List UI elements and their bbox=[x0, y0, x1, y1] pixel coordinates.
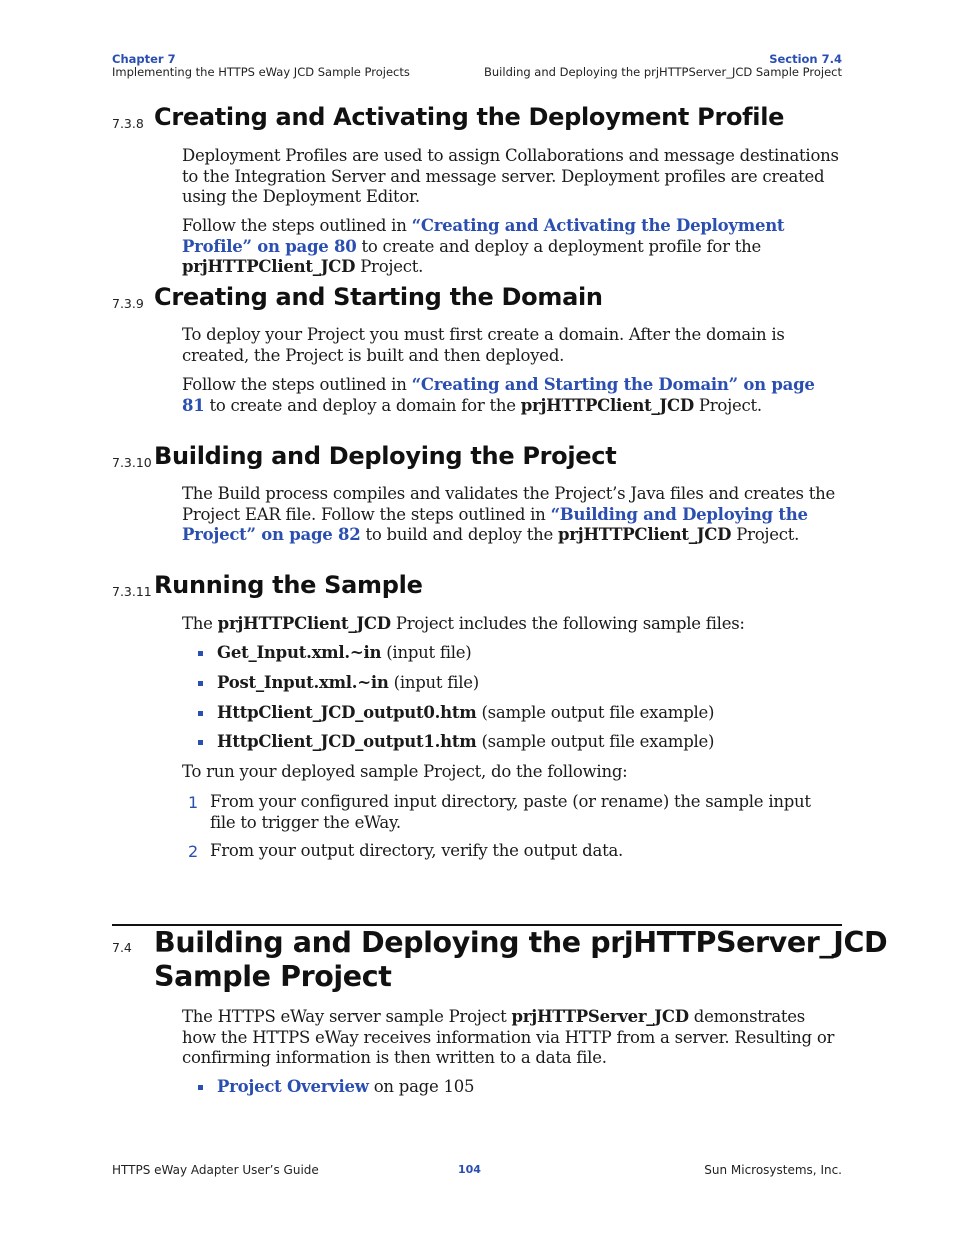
section-number: 7.3.10 bbox=[112, 455, 152, 470]
project-overview-link[interactable]: Project Overview bbox=[217, 1077, 369, 1096]
paragraph: Deployment Profiles are used to assign Collaborations and message destinations to the Integration Server and message server. Deployment profiles are created using the Deployment Editor. bbox=[182, 146, 839, 206]
text: on page 105 bbox=[368, 1077, 475, 1096]
project-name: prjHTTPClient_JCD bbox=[520, 395, 694, 415]
paragraph bbox=[182, 1007, 842, 1069]
text: demonstrates how the HTTPS eWay receives information via HTTP from a server. Resulting or confirming information is then written to a data file. bbox=[182, 1007, 835, 1067]
section-number: 7.3.8 bbox=[112, 116, 144, 131]
project-name: prjHTTPClient_JCD bbox=[558, 525, 732, 544]
paragraph bbox=[182, 216, 842, 278]
paragraph: To deploy your Project you must first create a domain. After the domain is created, the Project is built and then deployed. bbox=[182, 325, 785, 365]
bullet-square-icon bbox=[198, 711, 203, 716]
footer-guide-title: HTTPS eWay Adapter User’s Guide bbox=[112, 1163, 319, 1177]
text: Project includes the following sample files: bbox=[390, 614, 745, 633]
section-number: 7.3.11 bbox=[112, 584, 152, 599]
section-label: Section 7.4 bbox=[769, 52, 842, 66]
text: to build and deploy the bbox=[360, 525, 559, 544]
paragraph bbox=[182, 614, 842, 635]
text: Project. bbox=[355, 257, 424, 276]
text: to create and deploy a domain for the bbox=[204, 395, 521, 415]
file-name: Get_Input.xml.~in bbox=[217, 643, 382, 662]
file-description: (sample output file example) bbox=[476, 732, 715, 751]
heading-line: Building and Deploying the prjHTTPServer_JCD bbox=[154, 926, 888, 959]
section-heading: Building and Deploying the Project bbox=[154, 442, 617, 470]
cross-reference-link[interactable]: “Creating and Starting the Domain” on page 81 bbox=[182, 375, 815, 415]
paragraph: To run your deployed sample Project, do the following: bbox=[182, 762, 628, 781]
paragraph bbox=[182, 484, 842, 546]
bullet-square-icon bbox=[198, 1085, 203, 1090]
file-description: (sample output file example) bbox=[476, 703, 715, 722]
list-item bbox=[217, 732, 817, 753]
bullet-square-icon bbox=[198, 651, 203, 656]
step-number: 1 bbox=[188, 793, 199, 812]
text: to create and deploy a deployment profile for the bbox=[356, 236, 761, 256]
list-item bbox=[217, 673, 817, 694]
project-name: prjHTTPServer_JCD bbox=[511, 1007, 689, 1026]
text: The bbox=[182, 614, 218, 633]
chapter-label: Chapter 7 bbox=[112, 52, 176, 66]
file-name: HttpClient_JCD_output1.htm bbox=[217, 732, 477, 751]
text: Follow the steps outlined in bbox=[182, 216, 412, 235]
file-name: HttpClient_JCD_output0.htm bbox=[217, 703, 477, 722]
file-description: (input file) bbox=[388, 673, 479, 692]
page-number: 104 bbox=[458, 1163, 481, 1176]
running-header-left bbox=[112, 53, 410, 79]
section-heading bbox=[154, 926, 887, 994]
chapter-title: Implementing the HTTPS eWay JCD Sample Projects bbox=[112, 65, 410, 79]
list-item bbox=[217, 1077, 817, 1098]
text: Follow the steps outlined in bbox=[182, 375, 412, 394]
cross-reference-link[interactable]: “Creating and Activating the Deployment Profile” on page 80 bbox=[182, 216, 785, 256]
cross-reference-link[interactable]: “Building and Deploying the Project” on page 82 bbox=[182, 504, 808, 544]
bullet-square-icon bbox=[198, 681, 203, 686]
section-heading: Running the Sample bbox=[154, 571, 423, 599]
section-title: Building and Deploying the prjHTTPServer_JCD Sample Project bbox=[484, 65, 842, 79]
step-number: 2 bbox=[188, 842, 199, 861]
text: Project. bbox=[731, 525, 800, 544]
footer-company: Sun Microsystems, Inc. bbox=[704, 1163, 842, 1177]
list-item bbox=[217, 643, 817, 664]
section-number: 7.3.9 bbox=[112, 296, 144, 311]
file-name: Post_Input.xml.~in bbox=[217, 673, 389, 692]
project-name: prjHTTPClient_JCD bbox=[217, 614, 391, 633]
file-description: (input file) bbox=[381, 643, 472, 662]
project-name: prjHTTPClient_JCD bbox=[182, 257, 356, 276]
text: The Build process compiles and validates the Project’s Java files and creates the Project EAR file. Follow the steps outlined in bbox=[182, 484, 836, 524]
text: The HTTPS eWay server sample Project bbox=[182, 1007, 512, 1026]
list-item bbox=[217, 703, 817, 724]
bullet-square-icon bbox=[198, 740, 203, 745]
paragraph bbox=[182, 375, 842, 416]
section-heading: Creating and Starting the Domain bbox=[154, 283, 603, 311]
step-text: From your configured input directory, paste (or rename) the sample input file to trigger the eWay. bbox=[210, 792, 811, 832]
step-text: From your output directory, verify the output data. bbox=[210, 841, 624, 860]
section-number: 7.4 bbox=[112, 940, 132, 955]
text: Project. bbox=[693, 395, 762, 415]
section-heading: Creating and Activating the Deployment Profile bbox=[154, 103, 785, 131]
heading-line: Sample Project bbox=[154, 960, 392, 993]
running-header-right bbox=[484, 53, 842, 79]
